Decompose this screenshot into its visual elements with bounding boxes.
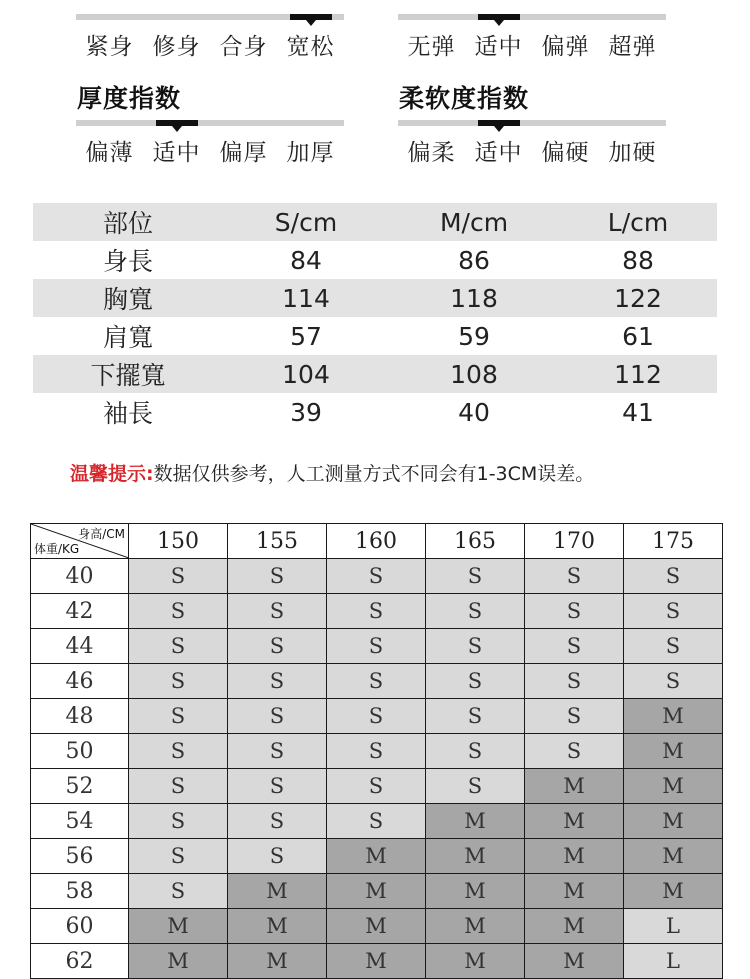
grid-row bbox=[31, 699, 723, 734]
height-header-cell: 155 bbox=[228, 524, 327, 559]
grid-row bbox=[31, 874, 723, 909]
size-cell: M bbox=[525, 874, 624, 909]
size-row bbox=[33, 393, 717, 431]
size-cell: S bbox=[624, 664, 723, 699]
weight-header-cell: 50 bbox=[31, 734, 129, 769]
size-cell: S bbox=[426, 559, 525, 594]
size-cell: M bbox=[327, 839, 426, 874]
height-header-cell: 170 bbox=[525, 524, 624, 559]
elasticity-option: 无弹 bbox=[407, 34, 456, 60]
weight-header-cell: 62 bbox=[31, 944, 129, 979]
size-cell: S bbox=[228, 734, 327, 769]
size-cell: M bbox=[624, 769, 723, 804]
elasticity-scale-track bbox=[398, 14, 666, 20]
size-cell: M bbox=[327, 909, 426, 944]
size-cell: S bbox=[228, 664, 327, 699]
thickness-scale-track bbox=[76, 120, 344, 126]
size-cell: S bbox=[426, 594, 525, 629]
note-text: 数据仅供参考，人工测量方式不同会有1-3CM误差。 bbox=[153, 463, 595, 485]
size-cell: S bbox=[129, 699, 228, 734]
grid-row bbox=[31, 594, 723, 629]
part-cell: 袖長 bbox=[102, 399, 153, 428]
size-cell: S bbox=[327, 629, 426, 664]
elasticity-scale-marker bbox=[478, 14, 520, 20]
measurement-note bbox=[70, 459, 594, 486]
value-cell: 40 bbox=[458, 397, 490, 427]
size-table-header bbox=[33, 203, 717, 241]
value-cell: 122 bbox=[559, 279, 717, 317]
height-header-cell: 165 bbox=[426, 524, 525, 559]
fit-option: 宽松 bbox=[286, 34, 335, 60]
size-table bbox=[33, 203, 717, 431]
size-recommendation-grid bbox=[30, 523, 723, 979]
value-cell: 86 bbox=[458, 245, 490, 275]
header-cell: 部位 bbox=[33, 203, 223, 241]
size-row bbox=[33, 241, 717, 279]
part-cell: 下擺寬 bbox=[33, 355, 223, 393]
size-cell: S bbox=[228, 769, 327, 804]
note-label: 温馨提示: bbox=[70, 463, 154, 485]
thickness-scale-labels bbox=[76, 134, 344, 167]
value-cell: 104 bbox=[223, 355, 389, 393]
value-cell: 112 bbox=[559, 355, 717, 393]
size-cell: S bbox=[327, 769, 426, 804]
size-cell: S bbox=[525, 594, 624, 629]
grid-row bbox=[31, 804, 723, 839]
weight-header-cell: 42 bbox=[31, 594, 129, 629]
softness-option: 偏硬 bbox=[541, 140, 590, 166]
size-cell: M bbox=[426, 839, 525, 874]
size-row bbox=[33, 279, 717, 317]
weight-header-cell: 52 bbox=[31, 769, 129, 804]
softness-scale-marker bbox=[478, 120, 520, 126]
size-cell: M bbox=[525, 804, 624, 839]
size-cell: M bbox=[525, 839, 624, 874]
size-cell: S bbox=[129, 874, 228, 909]
size-row bbox=[33, 355, 717, 393]
weight-header-cell: 56 bbox=[31, 839, 129, 874]
size-cell: M bbox=[525, 909, 624, 944]
size-cell: M bbox=[525, 769, 624, 804]
size-cell: S bbox=[525, 734, 624, 769]
weight-header-cell: 54 bbox=[31, 804, 129, 839]
value-cell: 84 bbox=[290, 245, 322, 275]
elasticity-option: 适中 bbox=[474, 34, 523, 60]
fit-scale-labels bbox=[76, 28, 344, 61]
size-cell: S bbox=[129, 559, 228, 594]
size-cell: S bbox=[327, 699, 426, 734]
part-cell: 身長 bbox=[102, 247, 153, 276]
size-cell: S bbox=[327, 664, 426, 699]
size-cell: S bbox=[426, 699, 525, 734]
size-cell: M bbox=[624, 874, 723, 909]
softness-option: 偏柔 bbox=[407, 140, 456, 166]
size-cell: M bbox=[129, 944, 228, 979]
elasticity-option: 偏弹 bbox=[541, 34, 590, 60]
size-cell: S bbox=[129, 594, 228, 629]
grid-row bbox=[31, 559, 723, 594]
weight-header-cell: 58 bbox=[31, 874, 129, 909]
grid-row bbox=[31, 734, 723, 769]
grid-row bbox=[31, 629, 723, 664]
height-header-cell: 150 bbox=[129, 524, 228, 559]
thickness-option: 加厚 bbox=[286, 140, 335, 166]
weight-header-cell: 48 bbox=[31, 699, 129, 734]
size-cell: M bbox=[327, 874, 426, 909]
size-cell: S bbox=[426, 629, 525, 664]
size-cell: S bbox=[624, 629, 723, 664]
fit-option: 紧身 bbox=[85, 34, 134, 60]
thickness-scale-marker bbox=[156, 120, 198, 126]
elasticity-option: 超弹 bbox=[608, 34, 657, 60]
size-cell: S bbox=[624, 594, 723, 629]
header-cell: M/cm bbox=[389, 203, 559, 241]
grid-row bbox=[31, 664, 723, 699]
value-cell: 118 bbox=[389, 279, 559, 317]
size-cell: S bbox=[327, 734, 426, 769]
size-cell: S bbox=[525, 629, 624, 664]
softness-title: 柔软度指数 bbox=[399, 84, 530, 113]
size-row bbox=[33, 317, 717, 355]
size-cell: S bbox=[129, 664, 228, 699]
softness-scale-labels bbox=[398, 134, 666, 167]
size-cell: S bbox=[426, 664, 525, 699]
size-cell: S bbox=[426, 734, 525, 769]
elasticity-scale-labels bbox=[398, 28, 666, 61]
size-cell: S bbox=[129, 839, 228, 874]
value-cell: 61 bbox=[622, 321, 654, 351]
grid-corner bbox=[31, 524, 129, 559]
size-cell: S bbox=[624, 559, 723, 594]
thickness-option: 适中 bbox=[152, 140, 201, 166]
size-cell: M bbox=[525, 944, 624, 979]
size-cell: M bbox=[426, 909, 525, 944]
weight-header-cell: 46 bbox=[31, 664, 129, 699]
size-cell: S bbox=[228, 559, 327, 594]
value-cell: 114 bbox=[223, 279, 389, 317]
size-cell: M bbox=[624, 699, 723, 734]
weight-header-cell: 40 bbox=[31, 559, 129, 594]
part-cell: 肩寬 bbox=[102, 323, 153, 352]
size-cell: M bbox=[228, 944, 327, 979]
size-cell: M bbox=[426, 804, 525, 839]
value-cell: 88 bbox=[622, 245, 654, 275]
fit-option: 修身 bbox=[152, 34, 201, 60]
size-cell: L bbox=[624, 909, 723, 944]
value-cell: 41 bbox=[622, 397, 654, 427]
grid-row bbox=[31, 769, 723, 804]
header-cell: S/cm bbox=[223, 203, 389, 241]
part-cell: 胸寬 bbox=[33, 279, 223, 317]
size-cell: S bbox=[228, 594, 327, 629]
value-cell: 57 bbox=[290, 321, 322, 351]
thickness-title: 厚度指数 bbox=[77, 84, 182, 113]
weight-header-cell: 44 bbox=[31, 629, 129, 664]
value-cell: 108 bbox=[389, 355, 559, 393]
size-cell: M bbox=[624, 839, 723, 874]
size-cell: M bbox=[624, 734, 723, 769]
size-cell: S bbox=[228, 839, 327, 874]
softness-scale-track bbox=[398, 120, 666, 126]
size-cell: S bbox=[327, 594, 426, 629]
size-cell: M bbox=[228, 909, 327, 944]
softness-option: 适中 bbox=[474, 140, 523, 166]
size-cell: M bbox=[129, 909, 228, 944]
size-cell: S bbox=[327, 804, 426, 839]
grid-row bbox=[31, 944, 723, 979]
size-cell: S bbox=[525, 664, 624, 699]
size-cell: S bbox=[228, 629, 327, 664]
height-header-cell: 175 bbox=[624, 524, 723, 559]
weight-header-cell: 60 bbox=[31, 909, 129, 944]
grid-header-row bbox=[31, 524, 723, 559]
value-cell: 39 bbox=[290, 397, 322, 427]
fit-scale-track bbox=[76, 14, 344, 20]
size-cell: S bbox=[228, 804, 327, 839]
softness-option: 加硬 bbox=[608, 140, 657, 166]
size-cell: S bbox=[129, 734, 228, 769]
size-cell: S bbox=[228, 699, 327, 734]
corner-height-label: 身高/CM bbox=[78, 527, 125, 541]
size-cell: M bbox=[327, 944, 426, 979]
size-cell: S bbox=[525, 699, 624, 734]
size-cell: S bbox=[327, 559, 426, 594]
size-cell: S bbox=[129, 629, 228, 664]
size-cell: M bbox=[426, 874, 525, 909]
size-cell: S bbox=[426, 769, 525, 804]
size-cell: M bbox=[228, 874, 327, 909]
fit-option: 合身 bbox=[219, 34, 268, 60]
corner-weight-label: 体重/KG bbox=[34, 542, 80, 556]
size-cell: M bbox=[426, 944, 525, 979]
grid-row bbox=[31, 839, 723, 874]
size-cell: S bbox=[129, 804, 228, 839]
height-header-cell: 160 bbox=[327, 524, 426, 559]
header-cell: L/cm bbox=[559, 203, 717, 241]
fit-scale-marker bbox=[290, 14, 332, 20]
value-cell: 59 bbox=[458, 321, 490, 351]
thickness-option: 偏厚 bbox=[219, 140, 268, 166]
thickness-option: 偏薄 bbox=[85, 140, 134, 166]
size-cell: S bbox=[525, 559, 624, 594]
grid-row bbox=[31, 909, 723, 944]
size-cell: S bbox=[129, 769, 228, 804]
size-cell: L bbox=[624, 944, 723, 979]
size-cell: M bbox=[624, 804, 723, 839]
